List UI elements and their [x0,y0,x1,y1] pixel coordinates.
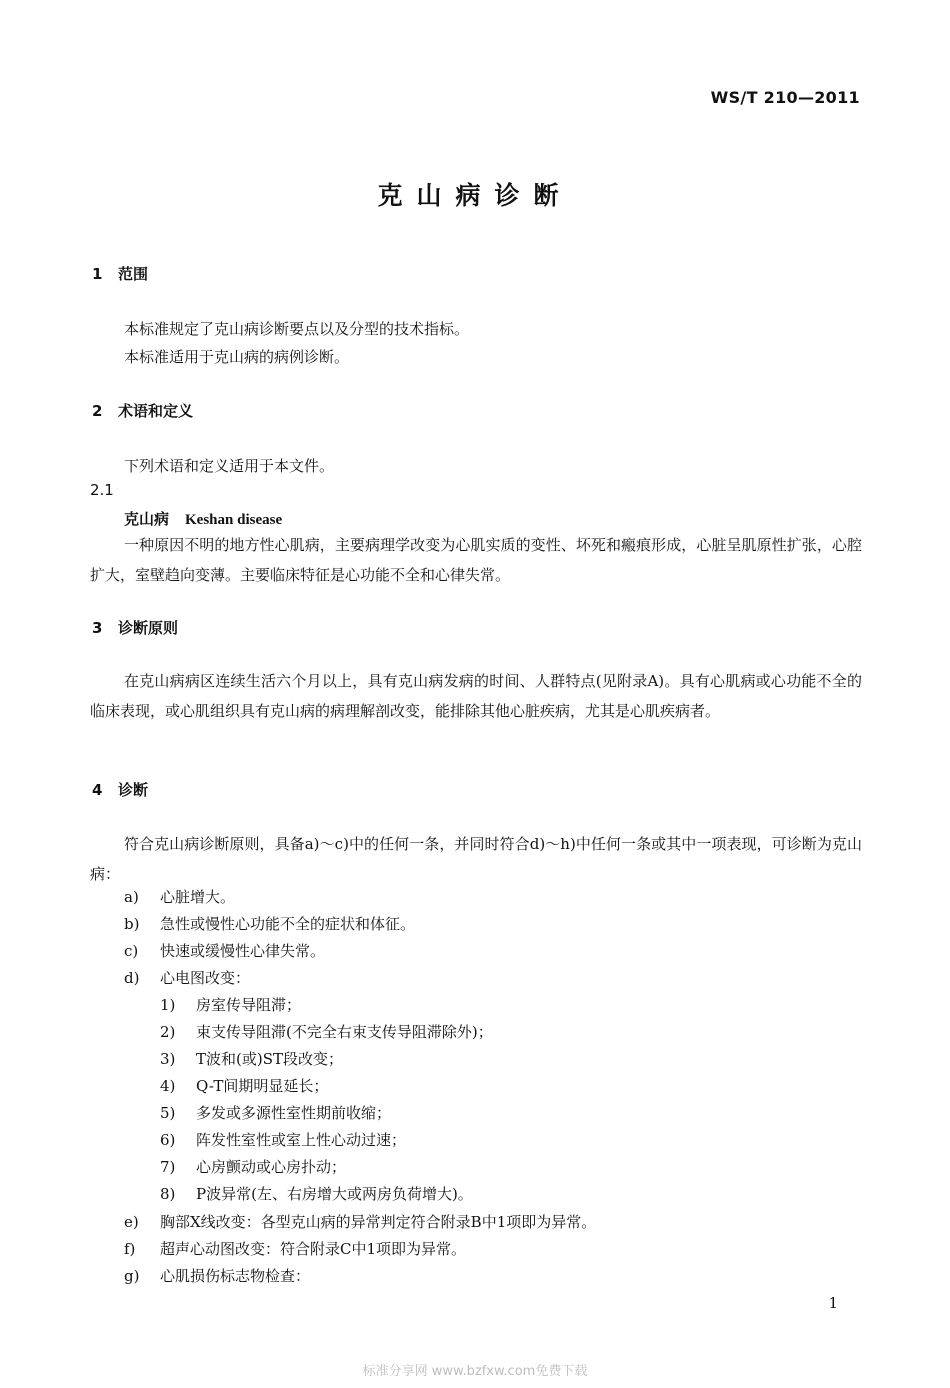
list-item [124,1265,310,1286]
sub-list-item [160,1048,343,1069]
section-title: 诊断原则 [118,619,179,637]
section-number: 3 [92,619,103,637]
list-item [124,1211,596,1232]
list-item [124,886,235,907]
document-title: 克山病诊断 [377,181,573,210]
list-text: 房室传导阻滞； [196,996,302,1014]
list-label: 6) [160,1131,176,1149]
list-text: 心肌损伤标志物检查： [160,1267,311,1285]
list-label: 8) [160,1185,176,1203]
sub-list-item [160,1021,493,1042]
section-number: 1 [92,265,103,283]
section-number: 2 [92,402,103,420]
standard-code: WS/T 210—2011 [710,88,860,107]
list-label: 5) [160,1104,176,1122]
list-label: 1) [160,996,176,1014]
list-label: 2) [160,1023,176,1041]
list-label: e) [124,1213,139,1231]
sub-list-item [160,1075,328,1096]
paragraph: 本标准适用于克山病的病例诊断。 [124,348,350,366]
paragraph: 符合克山病诊断原则，具备a)～c)中的任何一条，并同时符合d)～h)中任何一条或其中一项表现，可诊断为克山病： [90,835,862,883]
list-label: b) [124,915,140,933]
section-title: 诊断 [118,781,149,799]
list-text: 快速或缓慢性心律失常。 [160,942,326,960]
section-1-heading [92,263,148,284]
list-text: Q-T间期明显延长； [196,1077,329,1095]
clause-number: 2.1 [90,481,114,499]
sub-list-item [160,994,301,1015]
section-2-heading [92,400,193,421]
list-item [124,940,325,961]
list-text: T波和(或)ST段改变； [196,1050,343,1068]
list-text: 心电图改变： [160,969,251,987]
list-text: 多发或多源性室性期前收缩； [196,1104,392,1122]
section-title: 范围 [118,265,149,283]
list-text: 心脏增大。 [160,888,236,906]
list-label: d) [124,969,140,987]
paragraph: 下列术语和定义适用于本文件。 [124,457,335,475]
list-label: 3) [160,1050,176,1068]
definition: 一种原因不明的地方性心肌病，主要病理学改变为心肌实质的变性、坏死和瘢痕形成，心脏呈肌原性扩张，心腔扩大，室壁趋向变薄。主要临床特征是心功能不全和心律失常。 [90,536,862,584]
list-label: g) [124,1267,140,1285]
list-label: 7) [160,1158,176,1176]
list-text: 阵发性室性或室上性心动过速； [196,1131,407,1149]
section-3-heading [92,617,178,638]
term-en: Keshan disease [185,512,283,528]
sub-list-item [160,1183,473,1204]
term-zh: 克山病 [124,510,170,528]
paragraph: 本标准规定了克山病诊断要点以及分型的技术指标。 [124,320,470,338]
list-label: f) [124,1240,136,1258]
section-title: 术语和定义 [118,402,194,420]
list-item [124,1238,466,1259]
sub-list-item [160,1156,346,1177]
paragraph: 在克山病病区连续生活六个月以上，具有克山病发病的时间、人群特点(见附录A)。具有心肌病或心功能不全的临床表现，或心肌组织具有克山病的病理解剖改变，能排除其他心脏疾病，尤其是心肌疾病者。 [90,672,862,720]
list-item [124,967,250,988]
page-number: 1 [828,1294,838,1312]
footer-watermark: 标准分享网 www.bzfxw.com免费下载 [362,1364,588,1379]
list-text: 急性或慢性心功能不全的症状和体征。 [160,915,416,933]
list-label: a) [124,888,139,906]
list-label: 4) [160,1077,176,1095]
sub-list-item [160,1129,406,1150]
list-text: 束支传导阻滞(不完全右束支传导阻滞除外)； [196,1023,493,1041]
list-text: 心房颤动或心房扑动； [196,1158,347,1176]
list-label: c) [124,942,139,960]
list-text: P波异常(左、右房增大或两房负荷增大)。 [196,1185,473,1203]
term [124,508,282,529]
section-4-heading [92,779,148,800]
sub-list-item [160,1102,391,1123]
list-text: 超声心动图改变：符合附录C中1项即为异常。 [160,1240,467,1258]
list-text: 胸部X线改变：各型克山病的异常判定符合附录B中1项即为异常。 [160,1213,597,1231]
list-item [124,913,415,934]
section-number: 4 [92,781,103,799]
